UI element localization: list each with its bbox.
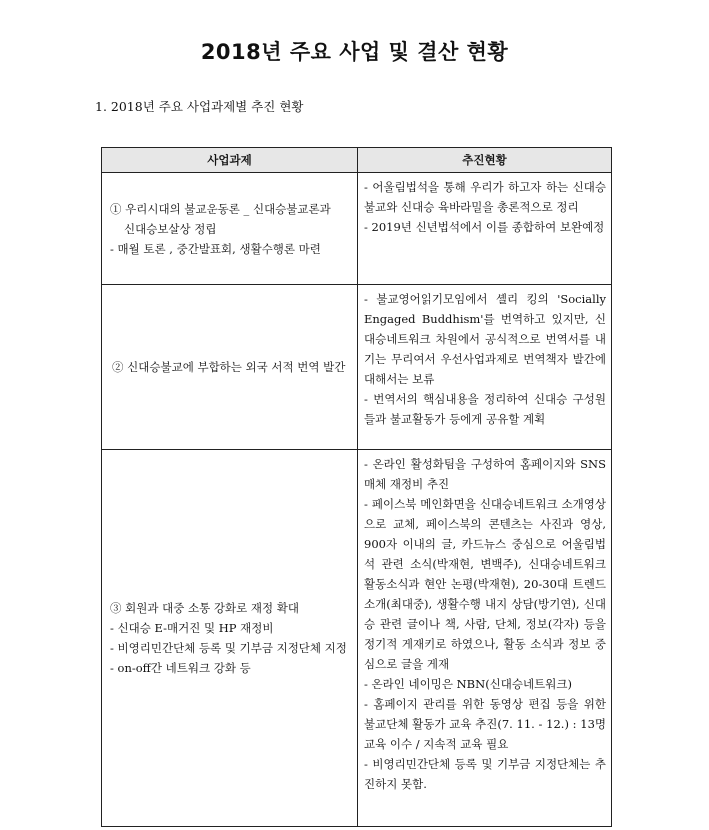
- status-cell: [358, 285, 612, 450]
- task-line: - 신대승 E-매거진 및 HP 재정비: [110, 621, 274, 635]
- table-row: [102, 173, 612, 285]
- status-item: - 2019년 신년법석에서 이를 종합하여 보완예정: [364, 220, 605, 234]
- task-line: ③ 회원과 대중 소통 강화로 재정 확대: [110, 601, 299, 615]
- task-line: ② 신대승불교에 부합하는 외국 서적 번역 발간: [112, 360, 346, 374]
- section-heading: 1. 2018년 주요 사업과제별 추진 현황: [95, 99, 304, 114]
- task-line: - 매월 토론 , 중간발표회, 생활수행론 마련: [110, 241, 321, 256]
- status-item: - 온라인 네이밍은 NBN(신대승네트워크): [364, 677, 572, 691]
- status-cell: [358, 450, 612, 827]
- status-item: - 온라인 활성화팀을 구성하여 홈페이지와 SNS 매체 재정비 추진: [364, 457, 606, 491]
- task-cell: [102, 173, 358, 285]
- task-line: - on-off간 네트워크 강화 등: [110, 661, 251, 675]
- status-item: - 비영리민간단체 등록 및 기부금 지정단체는 추진하지 못함.: [364, 757, 606, 791]
- task-cell: [102, 450, 358, 827]
- task-line: - 비영리민간단체 등록 및 기부금 지정단체 지정: [110, 641, 347, 655]
- page-title: 2018년 주요 사업 및 결산 현황: [200, 40, 509, 64]
- task-cell: [102, 285, 358, 450]
- table-row: [102, 285, 612, 450]
- project-status-table: [101, 147, 612, 827]
- status-cell: [358, 173, 612, 285]
- status-item: - 홈페이지 관리를 위한 동영상 편집 등을 위한 불교단체 활동가 교육 추진(7. 11. - 12.) : 13명 교육 이수 / 지속적 교육 필요: [364, 697, 606, 751]
- table-header-row: [102, 148, 612, 173]
- status-item: - 불교영어읽기모임에서 셸리 킹의 'Socially Engaged Buddhism'를 번역하고 있지만, 신대승네트워크 차원에서 공식적으로 번역서를 내기는 무리여서 우선사업과제로 번역책자 발간에 대해서는 보류: [364, 292, 606, 386]
- task-line: ① 우리시대의 불교운동론 _ 신대승불교론과: [110, 201, 331, 216]
- status-item: - 페이스북 메인화면을 신대승네트워크 소개영상으로 교체, 페이스북의 콘텐츠는 사진과 영상, 900자 이내의 글, 카드뉴스 중심으로 어울림법석 관련 소식(박재현, 변백주), 신대승네트워크 활동소식과 현안 논평(박재현), 20-30대 트렌드 소개(최대중), 생활수행 내지 상담(방기연), 신대승 관련 글이나 책, 사람, 단체, 정보(각자) 등을 정기적 게재키로 하였으나, 활동 소식과 정보 중심으로 글을 게재: [364, 497, 606, 671]
- header-status: 추진현황: [358, 148, 612, 173]
- status-item: - 어울림법석을 통해 우리가 하고자 하는 신대승불교와 신대승 육바라밀을 총론적으로 정리: [364, 180, 606, 214]
- task-line: 신대승보살상 정립: [124, 221, 217, 236]
- status-item: - 번역서의 핵심내용을 정리하여 신대승 구성원들과 불교활동가 등에게 공유할 계획: [364, 392, 606, 426]
- table-row: [102, 450, 612, 827]
- header-task: 사업과제: [102, 148, 358, 173]
